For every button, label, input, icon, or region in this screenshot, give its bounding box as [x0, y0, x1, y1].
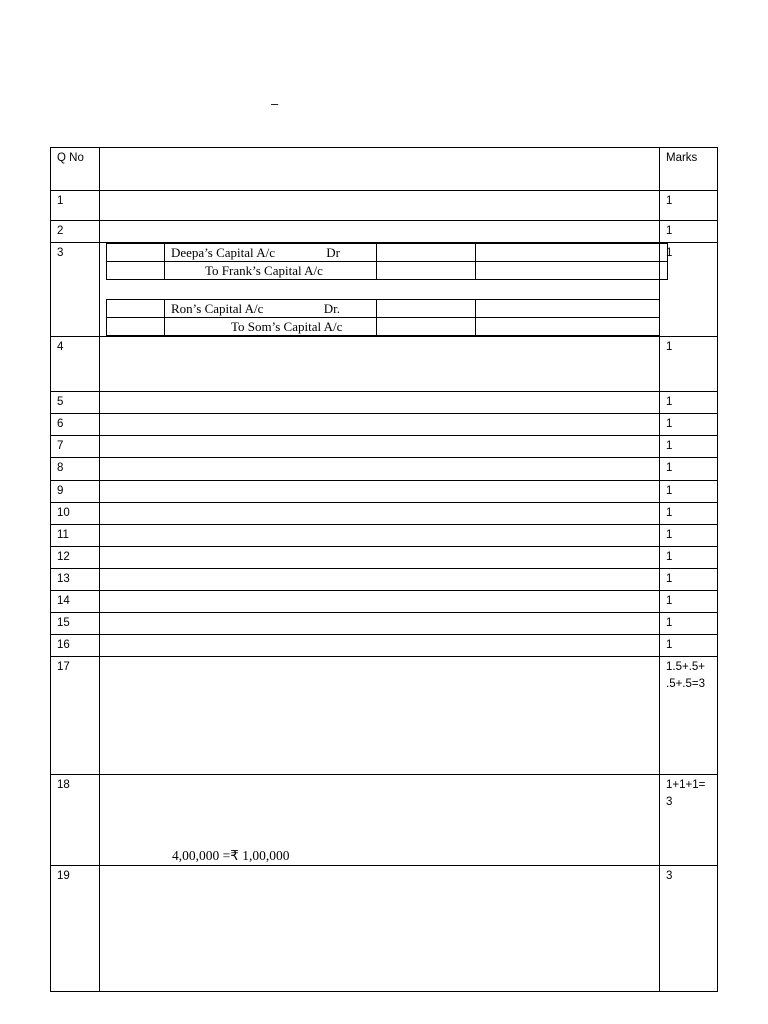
journal-credit-amount [476, 300, 660, 318]
table-row [51, 458, 718, 481]
answer-cell [100, 392, 660, 414]
marks-cell: 1 [660, 191, 718, 221]
header-row [51, 148, 718, 191]
table-row [51, 775, 718, 866]
table-row [51, 337, 718, 392]
answer-cell [100, 191, 660, 221]
journal-debit-account: Deepa’s Capital A/c [171, 245, 275, 260]
answer-cell [100, 414, 660, 436]
answer-cell [100, 613, 660, 635]
answer-cell [100, 221, 660, 243]
marks-cell: 1 [660, 458, 718, 481]
qno-cell: 9 [51, 481, 100, 503]
journal-debit-amount [377, 262, 476, 280]
marks-cell: 1 [660, 547, 718, 569]
qno-cell: 13 [51, 569, 100, 591]
marks-cell: 1 [660, 569, 718, 591]
qno-cell: 17 [51, 657, 100, 775]
qno-cell: 10 [51, 503, 100, 525]
journal-date-cell [107, 262, 165, 280]
qno-cell: 19 [51, 866, 100, 992]
header-marks: Marks [660, 148, 718, 191]
answer-cell [100, 569, 660, 591]
marks-cell: 1 [660, 243, 718, 337]
table-row [51, 221, 718, 243]
table-row [51, 243, 718, 337]
marks-cell: 1 [660, 591, 718, 613]
journal-credit-account: To Frank’s Capital A/c [165, 262, 377, 280]
table-row [51, 525, 718, 547]
answer-cell [100, 458, 660, 481]
journal-date-cell [107, 300, 165, 318]
table-row [51, 613, 718, 635]
qno-cell: 14 [51, 591, 100, 613]
journal-entry-1 [106, 243, 668, 280]
journal-dr-label: Dr. [323, 301, 340, 316]
answer-cell [100, 481, 660, 503]
header-answer [100, 148, 660, 191]
journal-entry-2 [106, 299, 660, 336]
journal-debit-cell [165, 300, 377, 318]
marks-cell: 1 [660, 392, 718, 414]
journal-dr-label: Dr [326, 245, 340, 260]
qno-cell: 5 [51, 392, 100, 414]
journal-credit-amount [476, 262, 668, 280]
marks-cell: 1+1+1= 3 [660, 775, 718, 866]
table-row [51, 591, 718, 613]
journal-credit-amount [476, 318, 660, 336]
journal-debit-amount [377, 300, 476, 318]
journal-credit-amount [476, 244, 668, 262]
qno-cell: 4 [51, 337, 100, 392]
marking-scheme-table [50, 147, 718, 992]
answer-cell [100, 337, 660, 392]
marks-cell: 1 [660, 481, 718, 503]
answer-cell [100, 547, 660, 569]
answer-cell [100, 503, 660, 525]
marks-cell: 1 [660, 525, 718, 547]
table-row [51, 481, 718, 503]
top-dash: – [271, 96, 279, 111]
qno-cell: 11 [51, 525, 100, 547]
answer-cell [100, 866, 660, 992]
marks-cell: 1 [660, 221, 718, 243]
qno-cell: 12 [51, 547, 100, 569]
qno-cell: 8 [51, 458, 100, 481]
marks-cell: 1 [660, 436, 718, 458]
table-row [51, 414, 718, 436]
answer-cell [100, 243, 660, 337]
marks-cell: 1 [660, 503, 718, 525]
table-row [51, 635, 718, 657]
journal-debit-cell [165, 244, 377, 262]
journal-debit-amount [377, 318, 476, 336]
table-row [51, 436, 718, 458]
marks-cell: 1 [660, 635, 718, 657]
qno-cell: 2 [51, 221, 100, 243]
qno-cell: 16 [51, 635, 100, 657]
header-qno: Q No [51, 148, 100, 191]
q18-calculation: 4,00,000 =₹ 1,00,000 [172, 848, 290, 863]
table-row [51, 191, 718, 221]
answer-cell [100, 436, 660, 458]
answer-cell [100, 657, 660, 775]
table-row [51, 866, 718, 992]
answer-cell [100, 591, 660, 613]
marks-cell: 3 [660, 866, 718, 992]
journal-date-cell [107, 244, 165, 262]
table-row [51, 569, 718, 591]
qno-cell: 15 [51, 613, 100, 635]
table-row [51, 547, 718, 569]
qno-cell: 1 [51, 191, 100, 221]
journal-credit-account: To Som’s Capital A/c [165, 318, 377, 336]
qno-cell: 18 [51, 775, 100, 866]
qno-cell: 7 [51, 436, 100, 458]
table-row [51, 657, 718, 775]
answer-cell [100, 635, 660, 657]
answer-cell [100, 525, 660, 547]
answer-cell [100, 775, 660, 866]
marks-cell: 1 [660, 613, 718, 635]
marks-cell: 1 [660, 337, 718, 392]
table-row [51, 392, 718, 414]
qno-cell: 3 [51, 243, 100, 337]
journal-debit-amount [377, 244, 476, 262]
marks-cell: 1 [660, 414, 718, 436]
journal-debit-account: Ron’s Capital A/c [171, 301, 264, 316]
marks-cell: 1.5+.5+ .5+.5=3 [660, 657, 718, 775]
table-row [51, 503, 718, 525]
journal-date-cell [107, 318, 165, 336]
qno-cell: 6 [51, 414, 100, 436]
